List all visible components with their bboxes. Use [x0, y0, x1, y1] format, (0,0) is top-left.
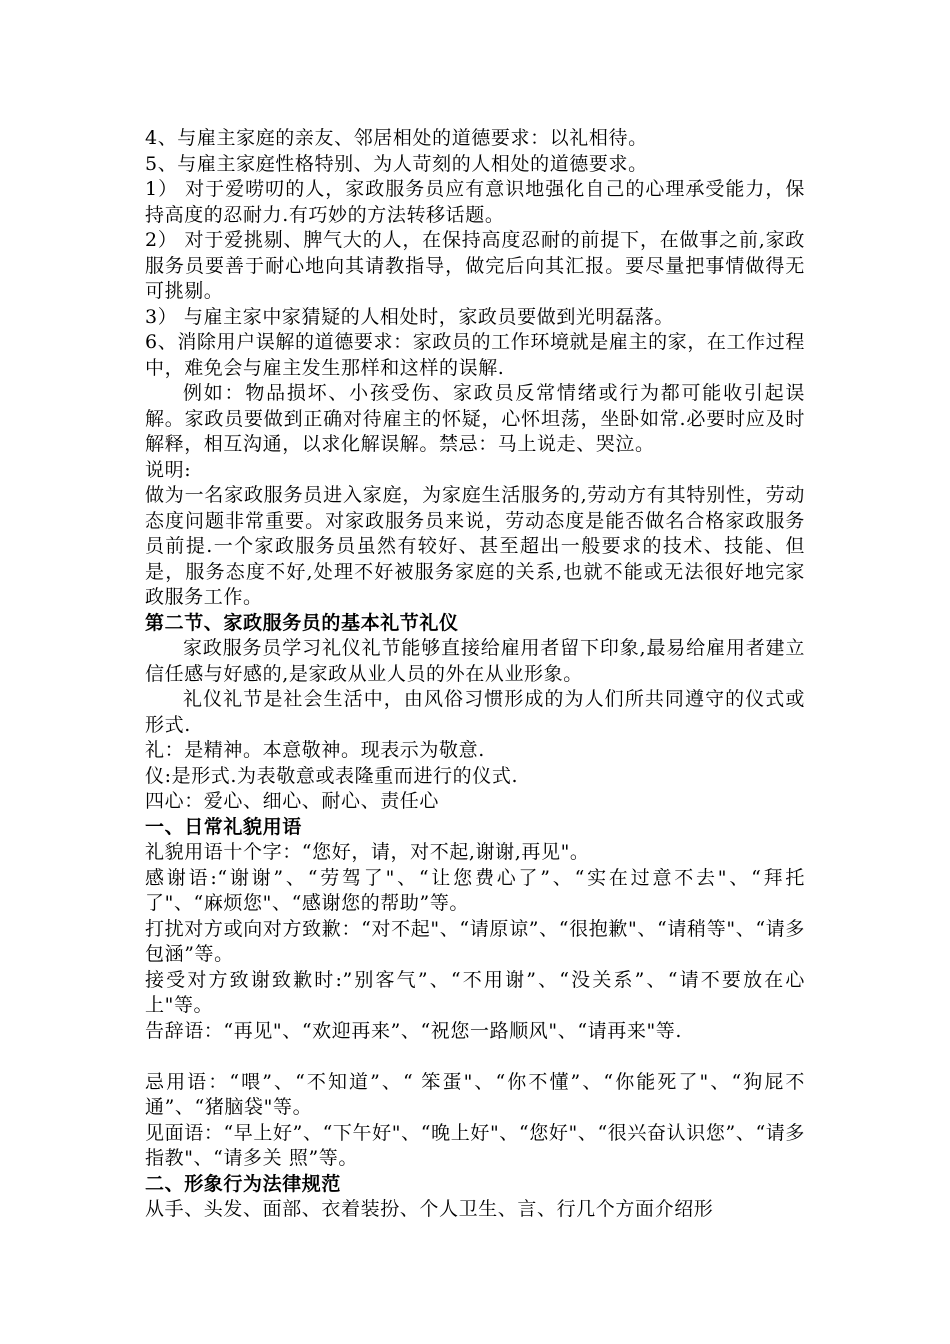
paragraph-indented: 礼仪礼节是社会生活中，由风俗习惯形成的为人们所共同遵守的仪式或形式. — [145, 688, 805, 736]
section-heading: 一、日常礼貌用语 — [145, 815, 302, 838]
paragraph: 4、与雇主家庭的亲友、邻居相处的道德要求：以礼相待。 — [145, 127, 648, 149]
paragraph: 礼：是精神。本意敬神。现表示为敬意. — [145, 739, 485, 761]
paragraph: 1） 对于爱唠叨的人，家政服务员应有意识地强化自己的心理承受能力，保持高度的忍耐力.有巧妙的方法转移话题。 — [145, 178, 805, 226]
paragraph: 2） 对于爱挑剔、脾气大的人，在保持高度忍耐的前提下，在做事之前,家政服务员要善于耐心地向其请教指导，做完后向其汇报。要尽量把事情做得无可挑剔。 — [145, 229, 805, 302]
paragraph: 四心：爱心、细心、耐心、责任心 — [145, 790, 440, 812]
paragraph: 说明: — [145, 458, 192, 481]
paragraph: 5、与雇主家庭性格特别、为人苛刻的人相处的道德要求。 — [145, 152, 648, 175]
blank-line — [145, 1044, 805, 1070]
paragraph: 6、消除用户误解的道德要求：家政员的工作环境就是雇主的家，在工作过程中，难免会与雇主发生那样和这样的误解. — [145, 331, 805, 379]
paragraph: 见面语：“早上好”、“下午好"、“晚上好"、“您好"、“很兴奋认识您”、“请多 指教"、“请多关 照”等。 — [145, 1121, 805, 1169]
section-heading: 第二节、家政服务员的基本礼节礼仪 — [145, 611, 459, 634]
section-heading: 二、形象行为法律规范 — [145, 1172, 342, 1195]
paragraph: 做为一名家政服务员进入家庭，为家庭生活服务的,劳动方有其特别性，劳动态度问题非常重要。对家政服务员来说，劳动态度是能否做名合格家政服务员前提.一个家政服务员虽然有较好、甚至超出一般要求的技术、技能、但是，服务态度不好,处理不好被服务家庭的关系,也就不能或无法很好地完家政服务工作。 — [145, 484, 805, 608]
document-page — [145, 126, 805, 1223]
paragraph: 告辞语：“再见"、“欢迎再来”、“祝您一路顺风"、“请再来"等. — [145, 1019, 683, 1042]
paragraph: 3） 与雇主家中家猜疑的人相处时，家政员要做到光明磊落。 — [145, 305, 674, 328]
paragraph-indented: 家政服务员学习礼仪礼节能够直接给雇用者留下印象,最易给雇用者建立信任感与好感的,是家政从业人员的外在从业形象。 — [145, 637, 805, 685]
paragraph: 打扰对方或向对方致歉：“对不起"、“请原谅”、“很抱歉"、“请稍等"、“请多包涵”等。 — [145, 917, 805, 965]
paragraph: 忌用语：“喂”、“不知道”、“ 笨蛋"、“你不懂”、“你能死了"、“狗屁不通”、“猪脑袋"等。 — [145, 1070, 805, 1118]
paragraph: 感谢语:“谢谢”、“劳驾了"、“让您费心了”、“实在过意不去"、“拜托了"、“麻烦您"、“感谢您的帮助”等。 — [145, 866, 805, 914]
paragraph: 礼貌用语十个字：“您好，请，对不起,谢谢,再见"。 — [145, 841, 590, 863]
paragraph: 从手、头发、面部、衣着装扮、个人卫生、言、行几个方面介绍形 — [145, 1198, 714, 1220]
paragraph: 接受对方致谢致歉时:”别客气”、“不用谢”、“没关系”、“请不要放在心上"等。 — [145, 968, 805, 1016]
paragraph-indented: 例如：物品损坏、小孩受伤、家政员反常情绪或行为都可能收引起误解。家政员要做到正确对待雇主的怀疑，心怀坦荡，坐卧如常.必要时应及时解释，相互沟通，以求化解误解。禁忌：马上说走、哭泣。 — [145, 382, 805, 455]
paragraph: 仪:是形式.为表敬意或表隆重而进行的仪式. — [145, 764, 519, 787]
